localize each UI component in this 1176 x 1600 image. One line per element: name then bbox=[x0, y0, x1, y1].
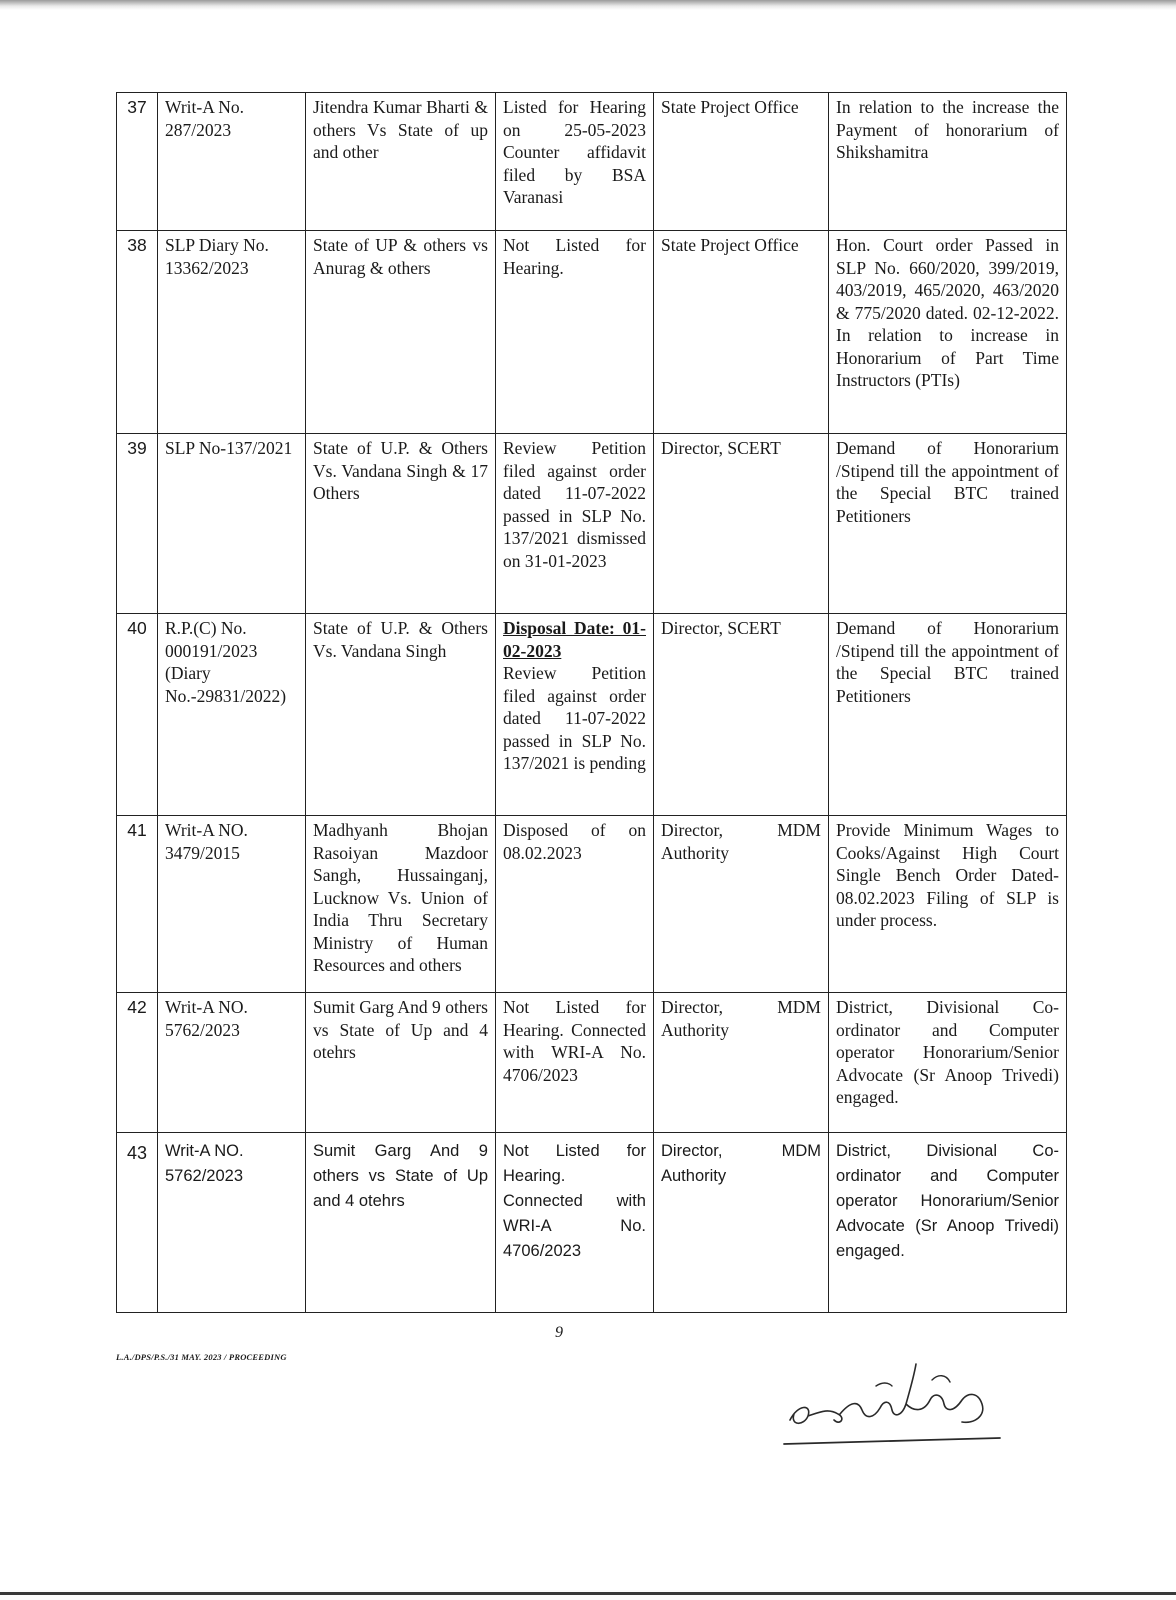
signature-image bbox=[778, 1352, 1008, 1462]
table-row bbox=[117, 93, 1067, 231]
responsible-office: State Project Office bbox=[654, 93, 829, 231]
disposal-date-label: Disposal Date: 01-02-2023 bbox=[503, 618, 646, 661]
parties: Sumit Garg And 9 others vs State of Up and 4 otehrs bbox=[306, 1133, 496, 1313]
page-number: 9 bbox=[555, 1324, 563, 1341]
court-cases-table bbox=[116, 92, 1067, 1313]
case-number: R.P.(C) No. 000191/2023 (Diary No.-29831/2022) bbox=[158, 614, 306, 816]
serial-number: 38 bbox=[117, 231, 158, 434]
table-row bbox=[117, 816, 1067, 993]
serial-number: 43 bbox=[117, 1133, 158, 1313]
scan-edge-top bbox=[0, 0, 1176, 10]
scan-edge-bottom bbox=[0, 1592, 1176, 1595]
parties: Sumit Garg And 9 others vs State of Up and 4 otehrs bbox=[306, 993, 496, 1133]
responsible-office: State Project Office bbox=[654, 231, 829, 434]
case-number: Writ-A NO. 5762/2023 bbox=[158, 1133, 306, 1313]
subject-matter: District, Divisional Co-ordinator and Computer operator Honorarium/Senior Advocate (Sr Anoop Trivedi) engaged. bbox=[829, 1133, 1067, 1313]
subject-matter: Hon. Court order Passed in SLP No. 660/2020, 399/2019, 403/2019, 465/2020, 463/2020 & 775/2020 dated. 02-12-2022. In relation to increase in Honorarium of Part Time Instructors (PTIs) bbox=[829, 231, 1067, 434]
subject-matter: In relation to the increase the Payment of honorarium of Shikshamitra bbox=[829, 93, 1067, 231]
table-row bbox=[117, 1133, 1067, 1313]
case-status bbox=[496, 614, 654, 816]
parties: State of U.P. & Others Vs. Vandana Singh bbox=[306, 614, 496, 816]
serial-number: 37 bbox=[117, 93, 158, 231]
responsible-office: Director, MDM Authority bbox=[654, 1133, 829, 1313]
case-status: Review Petition filed against order dated 11-07-2022 passed in SLP No. 137/2021 dismissed on 31-01-2023 bbox=[496, 434, 654, 614]
case-status: Disposed of on 08.02.2023 bbox=[496, 816, 654, 993]
case-number: Writ-A NO. 3479/2015 bbox=[158, 816, 306, 993]
case-status: Not Listed for Hearing. bbox=[496, 231, 654, 434]
case-status: Listed for Hearing on 25-05-2023 Counter affidavit filed by BSA Varanasi bbox=[496, 93, 654, 231]
case-number: SLP No-137/2021 bbox=[158, 434, 306, 614]
responsible-office: Director, MDM Authority bbox=[654, 816, 829, 993]
serial-number: 39 bbox=[117, 434, 158, 614]
case-number: Writ-A No. 287/2023 bbox=[158, 93, 306, 231]
table-row bbox=[117, 993, 1067, 1133]
parties: State of UP & others vs Anurag & others bbox=[306, 231, 496, 434]
subject-matter: District, Divisional Co-ordinator and Computer operator Honorarium/Senior Advocate (Sr Anoop Trivedi) engaged. bbox=[829, 993, 1067, 1133]
subject-matter: Provide Minimum Wages to Cooks/Against High Court Single Bench Order Dated-08.02.2023 Filing of SLP is under process. bbox=[829, 816, 1067, 993]
subject-matter: Demand of Honorarium /Stipend till the appointment of the Special BTC trained Petitioners bbox=[829, 614, 1067, 816]
case-number: Writ-A NO. 5762/2023 bbox=[158, 993, 306, 1133]
case-status: Not Listed for Hearing. Connected with WRI-A No. 4706/2023 bbox=[496, 1133, 654, 1313]
case-status: Not Listed for Hearing. Connected with WRI-A No. 4706/2023 bbox=[496, 993, 654, 1133]
serial-number: 41 bbox=[117, 816, 158, 993]
parties: State of U.P. & Others Vs. Vandana Singh & 17 Others bbox=[306, 434, 496, 614]
serial-number: 42 bbox=[117, 993, 158, 1133]
case-number: SLP Diary No. 13362/2023 bbox=[158, 231, 306, 434]
table-row bbox=[117, 231, 1067, 434]
responsible-office: Director, SCERT bbox=[654, 434, 829, 614]
serial-number: 40 bbox=[117, 614, 158, 816]
responsible-office: Director, MDM Authority bbox=[654, 993, 829, 1133]
footer-reference: L.A./DPS/P.S./31 MAY. 2023 / PROCEEDING bbox=[116, 1352, 287, 1362]
table-row bbox=[117, 614, 1067, 816]
responsible-office: Director, SCERT bbox=[654, 614, 829, 816]
case-status-text: Review Petition filed against order dated 11-07-2022 passed in SLP No. 137/2021 is pending bbox=[503, 663, 646, 773]
parties: Jitendra Kumar Bharti & others Vs State of up and other bbox=[306, 93, 496, 231]
subject-matter: Demand of Honorarium /Stipend till the appointment of the Special BTC trained Petitioners bbox=[829, 434, 1067, 614]
parties: Madhyanh Bhojan Rasoiyan Mazdoor Sangh, Hussainganj, Lucknow Vs. Union of India Thru Secretary Ministry of Human Resources and others bbox=[306, 816, 496, 993]
table-row bbox=[117, 434, 1067, 614]
